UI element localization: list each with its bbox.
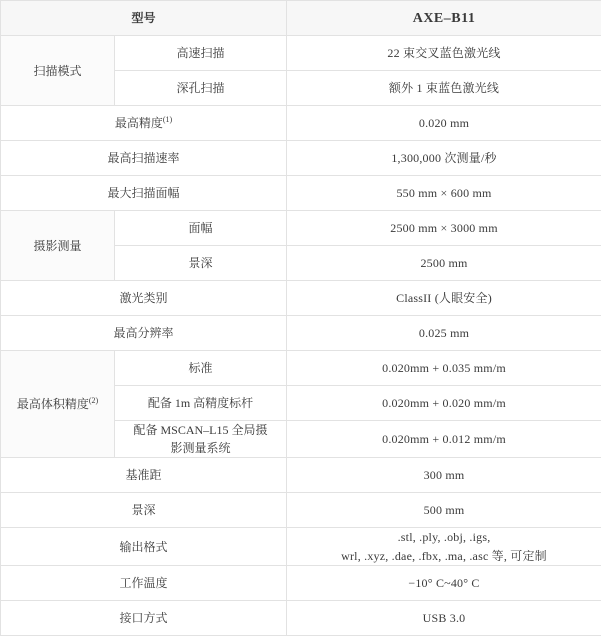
- row-group-volumetric-accuracy: [1, 351, 115, 458]
- table-row: [1, 351, 601, 386]
- table-row: [1, 281, 601, 316]
- row-label-max-scan-area: 最大扫描面幅: [1, 176, 287, 211]
- table-row: [1, 493, 601, 528]
- table-row: [1, 458, 601, 493]
- row-value-operating-temperature: −10° C~40° C: [287, 566, 601, 601]
- row-label-output-format: 输出格式: [1, 528, 287, 566]
- table-row: [1, 211, 601, 246]
- output-format-line-2: wrl, .xyz, .dae, .fbx, .ma, .asc 等, 可定制: [287, 547, 601, 566]
- table-row: [1, 566, 601, 601]
- row-value-max-accuracy: 0.020 mm: [287, 106, 601, 141]
- row-label-photogrammetry-depth: 景深: [115, 246, 287, 281]
- header-model-name: AXE–B11: [287, 1, 601, 36]
- table-row: [1, 528, 601, 566]
- row-label-interface: 接口方式: [1, 601, 287, 636]
- row-value-high-speed-scan: 22 束交叉蓝色激光线: [287, 36, 601, 71]
- row-label-laser-class: 激光类别: [1, 281, 287, 316]
- row-value-volumetric-with-mscan: 0.020mm + 0.012 mm/m: [287, 421, 601, 458]
- row-label-volumetric-with-mscan: 配备 MSCAN–L15 全局摄影测量系统: [115, 421, 287, 458]
- row-label-operating-temperature: 工作温度: [1, 566, 287, 601]
- row-value-deep-hole-scan: 额外 1 束蓝色激光线: [287, 71, 601, 106]
- row-label-max-resolution: 最高分辨率: [1, 316, 287, 351]
- row-value-photogrammetry-area: 2500 mm × 3000 mm: [287, 211, 601, 246]
- row-label-depth-of-field: 景深: [1, 493, 287, 528]
- row-label-photogrammetry-area: 面幅: [115, 211, 287, 246]
- row-group-scan-mode: 扫描模式: [1, 36, 115, 106]
- row-value-max-resolution: 0.025 mm: [287, 316, 601, 351]
- row-label-high-speed-scan: 高速扫描: [115, 36, 287, 71]
- row-value-max-scan-rate: 1,300,000 次测量/秒: [287, 141, 601, 176]
- table-row: [1, 316, 601, 351]
- row-value-max-scan-area: 550 mm × 600 mm: [287, 176, 601, 211]
- row-label-max-scan-rate: 最高扫描速率: [1, 141, 287, 176]
- row-value-interface: USB 3.0: [287, 601, 601, 636]
- row-label-volumetric-with-bar: 配备 1m 高精度标杆: [115, 386, 287, 421]
- table-row: [1, 176, 601, 211]
- row-value-photogrammetry-depth: 2500 mm: [287, 246, 601, 281]
- header-model-title: 型号: [1, 1, 287, 36]
- output-format-line-1: .stl, .ply, .obj, .igs,: [287, 528, 601, 547]
- row-label-standoff-distance: 基准距: [1, 458, 287, 493]
- table-header-row: [1, 1, 601, 36]
- table-row: [1, 36, 601, 71]
- footnote-marker-1: (1): [163, 115, 172, 124]
- row-label-max-accuracy-text: 最高精度: [115, 116, 163, 130]
- row-label-deep-hole-scan: 深孔扫描: [115, 71, 287, 106]
- row-value-depth-of-field: 500 mm: [287, 493, 601, 528]
- row-value-laser-class: ClassII (人眼安全): [287, 281, 601, 316]
- row-group-volumetric-accuracy-text: 最高体积精度: [17, 397, 89, 411]
- table-row: [1, 601, 601, 636]
- row-label-max-accuracy: [1, 106, 287, 141]
- table-row: [1, 141, 601, 176]
- row-label-volumetric-standard: 标准: [115, 351, 287, 386]
- row-group-photogrammetry: 摄影测量: [1, 211, 115, 281]
- row-value-volumetric-standard: 0.020mm + 0.035 mm/m: [287, 351, 601, 386]
- row-value-volumetric-with-bar: 0.020mm + 0.020 mm/m: [287, 386, 601, 421]
- table-row: [1, 106, 601, 141]
- row-value-output-format: [287, 528, 601, 566]
- footnote-marker-2: (2): [89, 396, 98, 405]
- row-value-standoff-distance: 300 mm: [287, 458, 601, 493]
